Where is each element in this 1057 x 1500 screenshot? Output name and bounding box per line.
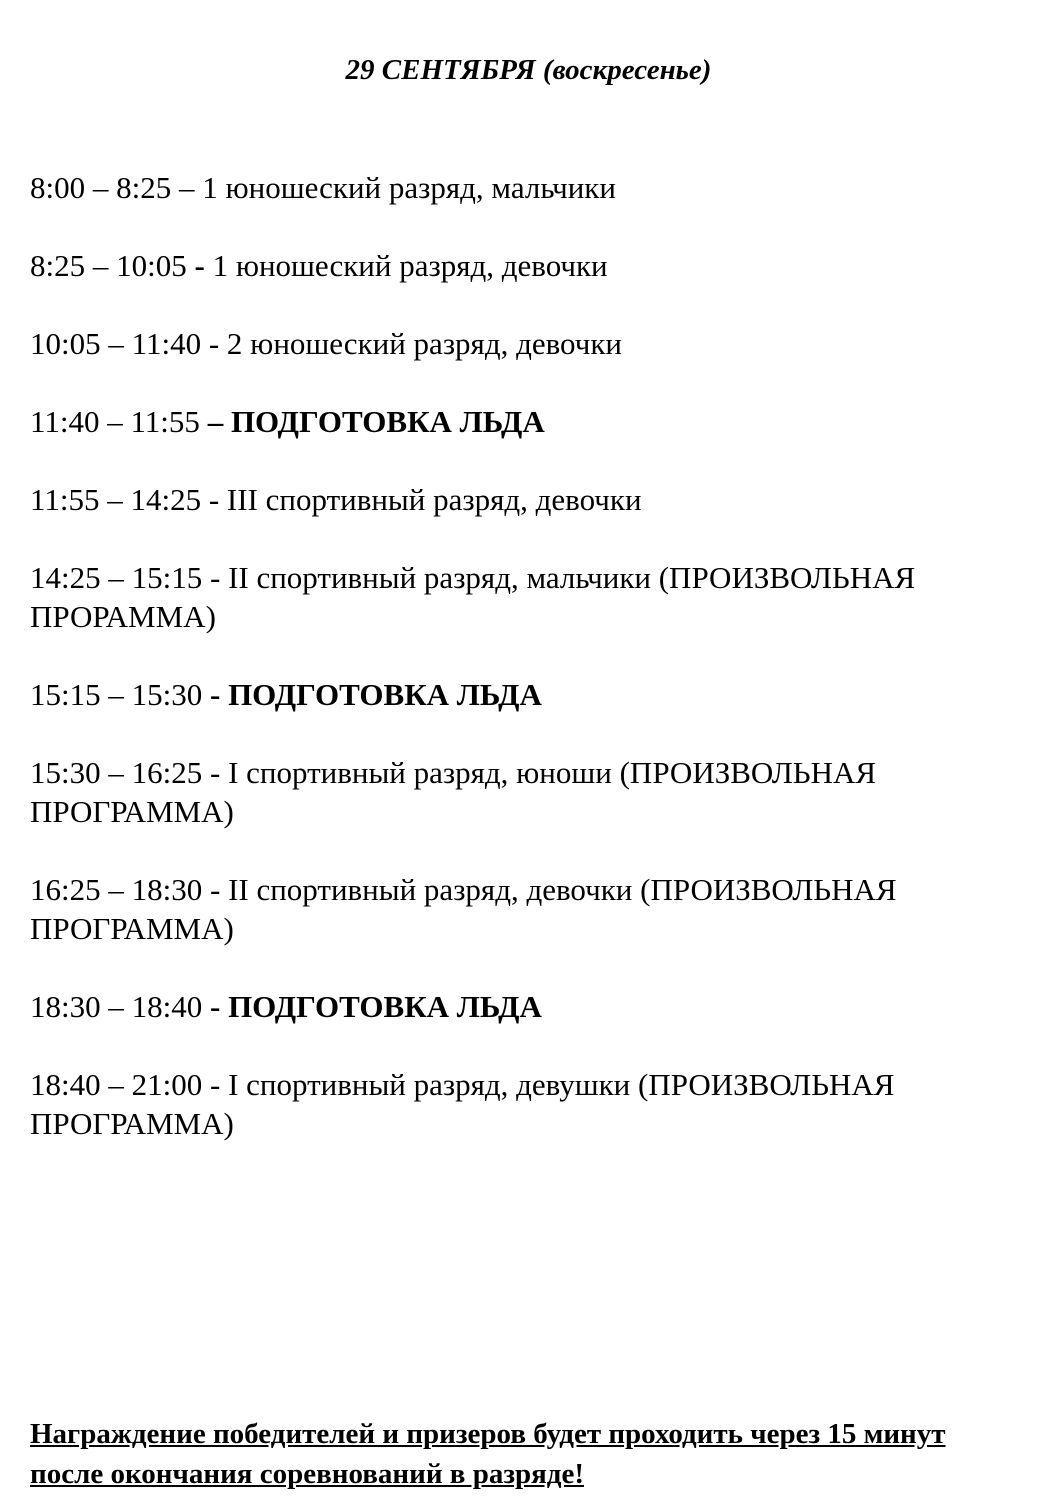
schedule-entry [30,753,1020,831]
entry-description: 2 юношеский разряд, девочки [226,326,622,361]
entry-time: 8:00 – 8:25 [30,170,172,205]
entry-time: 15:30 – 16:25 [30,755,203,790]
schedule-entry [30,558,1020,636]
entry-description: III спортивный разряд, девочки [226,482,642,517]
schedule-entry [30,324,1020,363]
entry-time: 11:55 – 14:25 [30,482,202,517]
entry-description: I спортивный разряд, девушки (ПРОИЗВОЛЬНАЯ ПРОГРАММА) [30,1067,895,1141]
entry-description: II спортивный разряд, мальчики (ПРОИЗВОЛЬНАЯ ПРОРАММА) [30,560,916,634]
entry-separator: – [199,404,231,439]
schedule-entry [30,480,1020,519]
schedule-entry [30,870,1020,948]
entry-time: 16:25 – 18:30 [30,872,203,907]
entry-separator: - [202,872,229,907]
entry-description: II спортивный разряд, девочки (ПРОИЗВОЛЬНАЯ ПРОГРАММА) [30,872,897,946]
schedule-entry-ice-prep [30,987,1020,1026]
awards-note: Награждение победителей и призеров будет проходить через 15 минут после окончания соревнований в разряде! [30,1418,946,1490]
entry-time: 14:25 – 15:15 [30,560,203,595]
entry-description: 1 юношеский разряд, мальчики [202,170,616,205]
entry-time: 18:30 – 18:40 [30,989,203,1024]
entry-separator: - [202,989,229,1024]
entry-description: ПОДГОТОВКА ЛЬДА [228,677,542,712]
entry-separator: - [202,560,229,595]
schedule-entry [30,1065,1020,1143]
entry-time: 11:40 – 11:55 [30,404,200,439]
entry-separator: - [202,755,229,790]
entry-separator: - [202,1067,229,1102]
schedule-entry [30,168,1020,207]
entry-description: 1 юношеский разряд, девочки [212,248,608,283]
schedule-list [30,168,1020,1182]
entry-time: 15:15 – 15:30 [30,677,203,712]
entry-description: I спортивный разряд, юноши (ПРОИЗВОЛЬНАЯ ПРОГРАММА) [30,755,877,829]
entry-time: 8:25 – 10:05 [30,248,187,283]
entry-separator: - [201,326,227,361]
entry-separator: - [202,677,229,712]
schedule-entry-ice-prep [30,402,1020,441]
entry-separator: - [201,482,227,517]
entry-time: 18:40 – 21:00 [30,1067,203,1102]
entry-separator: – [171,170,203,205]
entry-description: ПОДГОТОВКА ЛЬДА [228,989,542,1024]
entry-description: ПОДГОТОВКА ЛЬДА [230,404,545,439]
schedule-entry [30,246,1020,285]
schedule-entry-ice-prep [30,675,1020,714]
entry-separator: - [186,248,213,283]
entry-time: 10:05 – 11:40 [30,326,202,361]
page-title: 29 СЕНТЯБРЯ (воскресенье) [345,54,712,86]
